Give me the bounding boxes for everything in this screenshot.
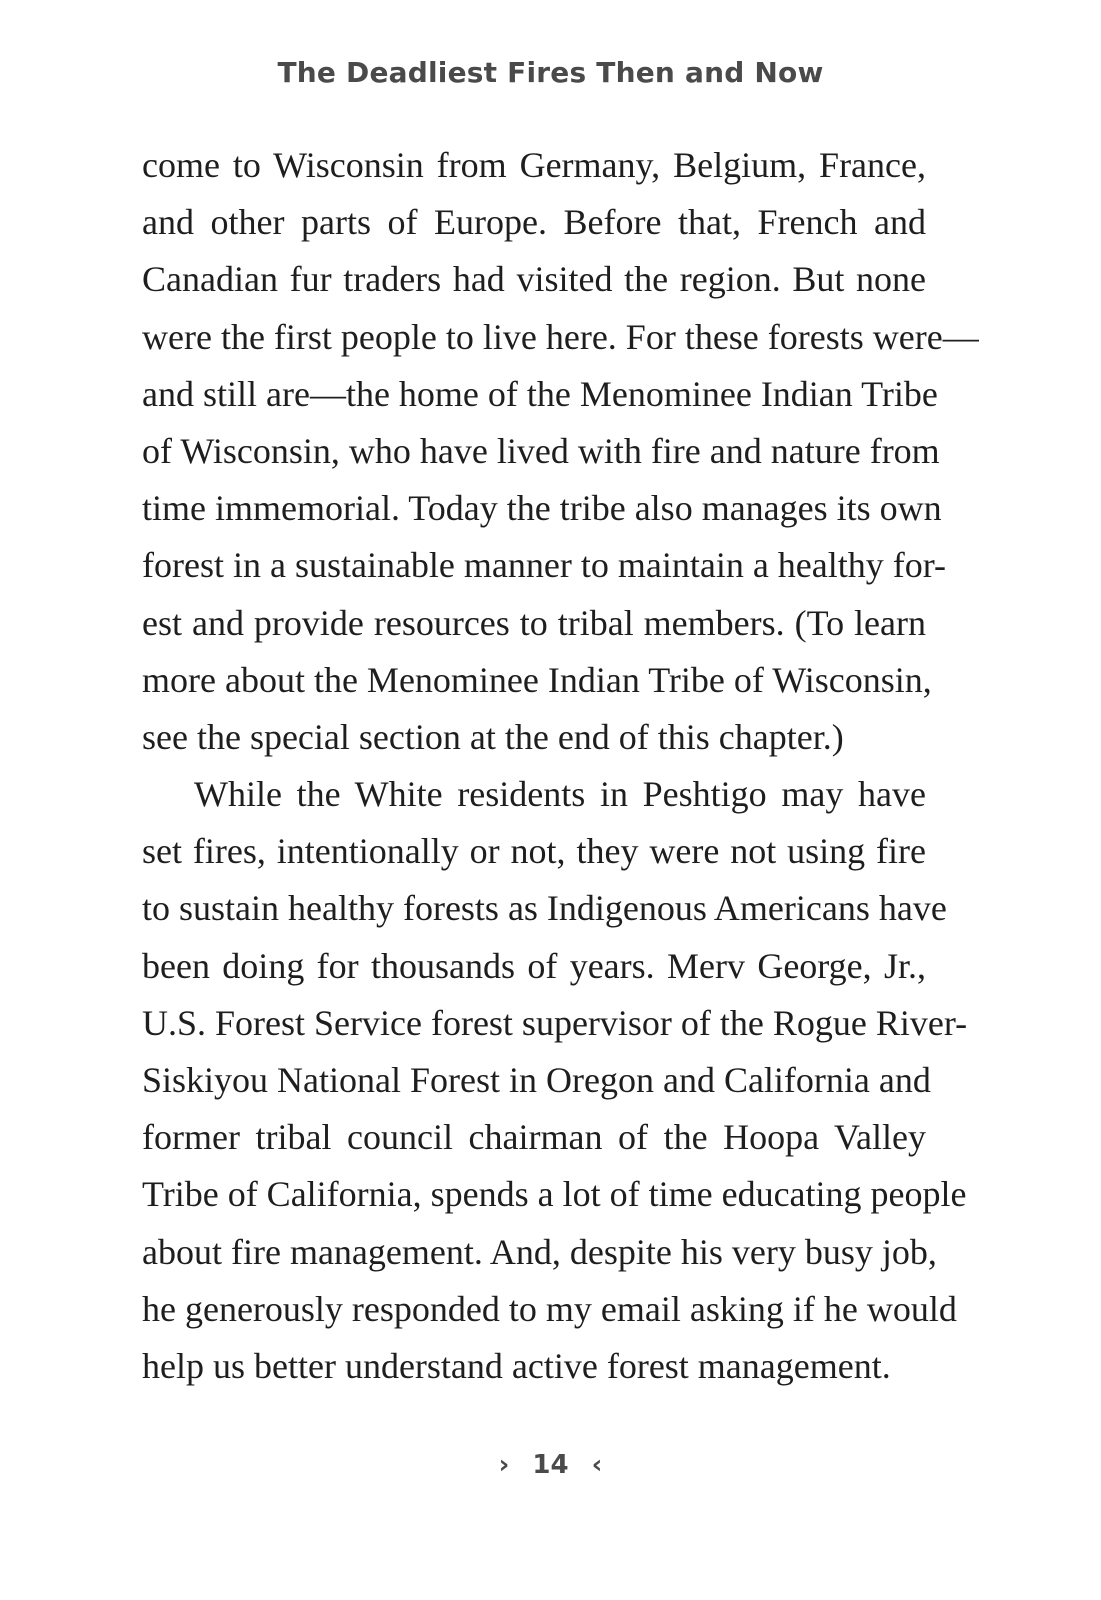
text-line: and still are—the home of the Menominee Indian Tribe — [142, 373, 938, 414]
text-line: about fire management. And, despite his very busy job, — [142, 1231, 937, 1272]
text-line: U.S. Forest Service forest supervisor of the Rogue River- — [142, 1002, 968, 1043]
text-line: been doing for thousands of years. Merv George, Jr., — [142, 945, 926, 986]
body-text — [142, 137, 979, 1395]
text-line: est and provide resources to tribal members. (To learn — [142, 602, 926, 643]
text-line: While the White residents in Peshtigo may have — [194, 774, 926, 815]
text-line: he generously responded to my email asking if he would — [142, 1288, 957, 1329]
text-line: Siskiyou National Forest in Oregon and California and — [142, 1060, 931, 1100]
page-number: 14 — [532, 1450, 569, 1480]
text-line: to sustain healthy forests as Indigenous Americans have — [142, 888, 947, 929]
text-line: see the special section at the end of this chapter.) — [142, 716, 844, 757]
text-line: more about the Menominee Indian Tribe of Wisconsin, — [142, 659, 932, 700]
folio-right-mark: ‹ — [591, 1450, 603, 1480]
page-number-footer — [0, 1450, 1101, 1480]
text-line: Tribe of California, spends a lot of time educating people — [142, 1174, 967, 1215]
text-line: Canadian fur traders had visited the region. But none — [142, 259, 926, 300]
running-head: The Deadliest Fires Then and Now — [277, 56, 824, 89]
folio-left-mark: › — [498, 1450, 510, 1480]
text-line: time immemorial. Today the tribe also manages its own — [142, 488, 942, 529]
text-line: and other parts of Europe. Before that, French and — [142, 202, 926, 243]
text-line: help us better understand active forest management. — [142, 1345, 891, 1386]
text-line: were the first people to live here. For these forests were— — [142, 316, 979, 357]
text-line: forest in a sustainable manner to maintain a healthy for- — [142, 545, 947, 586]
text-line: former tribal council chairman of the Hoopa Valley — [142, 1117, 926, 1158]
text-line: set fires, intentionally or not, they were not using fire — [142, 831, 926, 872]
text-line: of Wisconsin, who have lived with fire and nature from — [142, 430, 940, 471]
text-line: come to Wisconsin from Germany, Belgium, France, — [142, 145, 926, 185]
